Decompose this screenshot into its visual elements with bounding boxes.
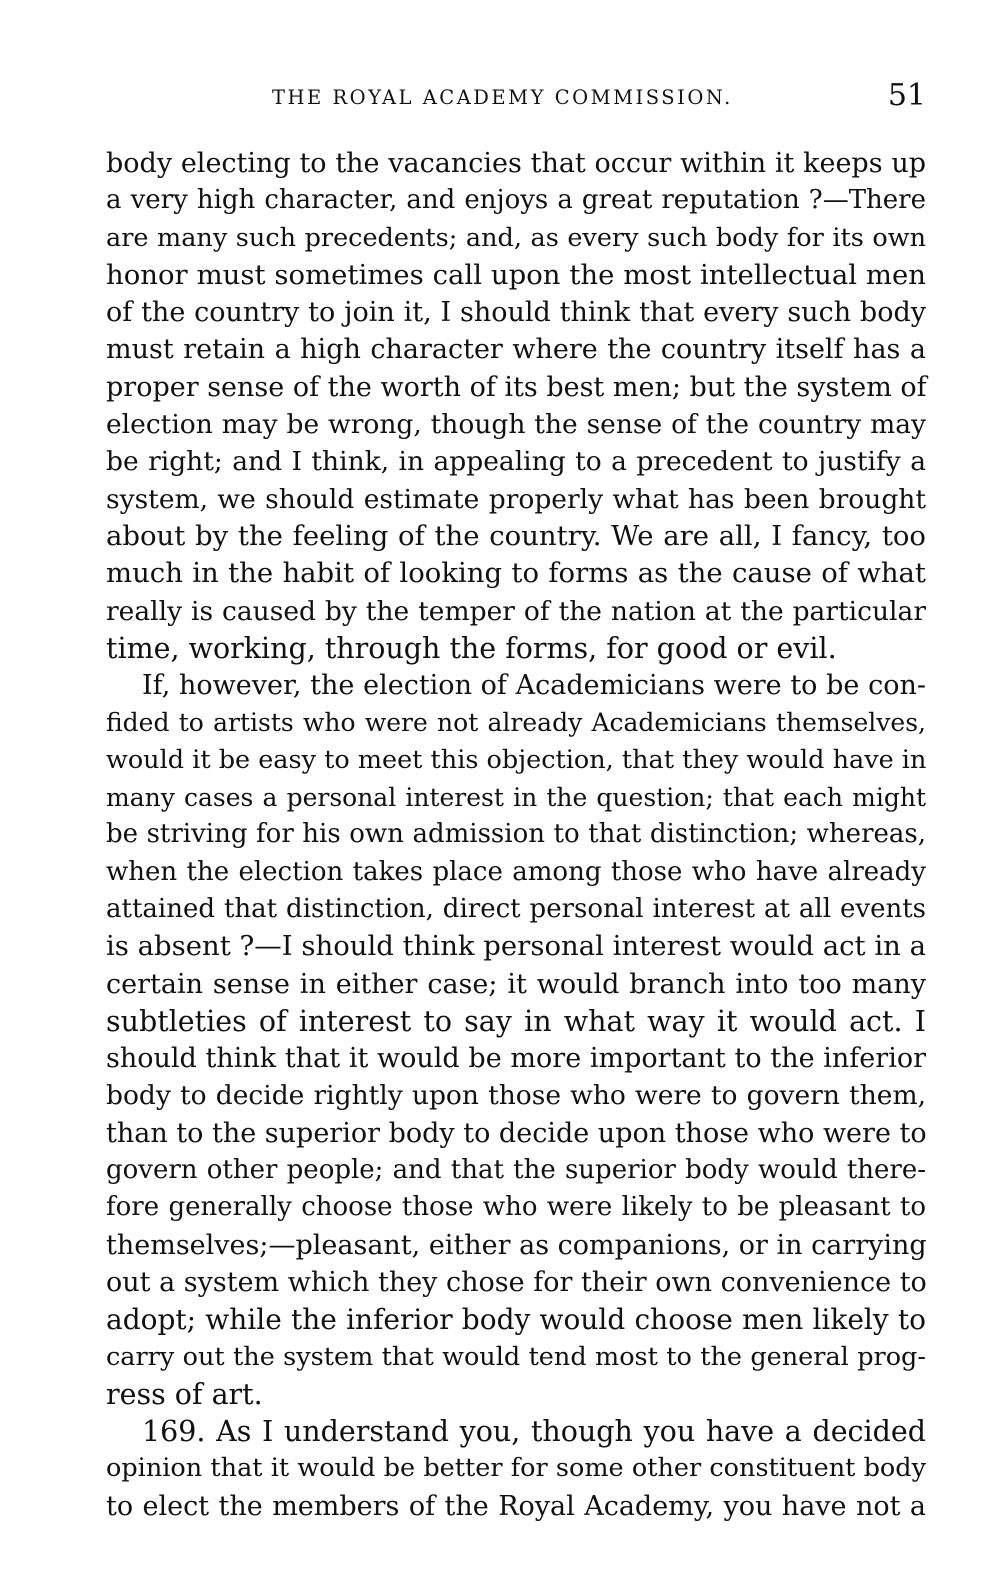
text-line: many cases a personal interest in the question; that each might (106, 783, 926, 813)
text-line: subtleties of interest to say in what way it would act. I (106, 1004, 926, 1038)
text-line: honor must sometimes call upon the most intellectual men (106, 258, 926, 291)
text-line: must retain a high character where the country itself has a (106, 334, 926, 366)
text-line: attained that distinction, direct personal interest at all events (106, 893, 926, 924)
text-line: much in the habit of looking to forms as the cause of what (106, 557, 926, 590)
text-line: should think that it would be more important to the inferior (106, 1043, 926, 1075)
running-title: THE ROYAL ACADEMY COMMISSION. (272, 86, 733, 109)
text-line: fore generally choose those who were likely to be pleasant to (106, 1192, 926, 1223)
text-line: system, we should estimate properly what has been brought (106, 483, 926, 515)
paragraph (106, 1413, 926, 1525)
body-text (106, 145, 926, 1525)
text-line: when the election takes place among those who have already (106, 856, 926, 887)
paragraph (106, 667, 926, 1413)
text-line: themselves;—pleasant, either as companions, or in carrying (106, 1229, 927, 1261)
page-number: 51 (887, 78, 926, 113)
text-line: time, working, through the forms, for good or evil. (106, 631, 837, 665)
text-line: are many such precedents; and, as every such body for its own (106, 222, 926, 253)
text-line: certain sense in either case; it would branch into too many (106, 968, 926, 1000)
text-line: be striving for his own admission to that distinction; whereas, (106, 819, 926, 850)
text-line: 169. As I understand you, though you have a decided (142, 1415, 926, 1449)
text-line: than to the superior body to decide upon those who were to (106, 1117, 927, 1149)
text-line: opinion that it would be better for some other constituent body (106, 1453, 926, 1484)
text-line: carry out the system that would tend most to the general prog- (106, 1341, 926, 1372)
text-line: out a system which they chose for their own convenience to (106, 1266, 927, 1298)
text-line: is absent ?—I should think personal interest would act in a (106, 930, 926, 963)
text-line: to elect the members of the Royal Academy, you have not a (106, 1490, 926, 1522)
paragraph (106, 145, 926, 667)
text-line: ress of art. (106, 1377, 263, 1411)
text-line: a very high character, and enjoys a great reputation ?—There (106, 185, 926, 216)
text-line: about by the feeling of the country. We are all, I fancy, too (106, 519, 926, 552)
running-head (106, 78, 926, 113)
text-line: body electing to the vacancies that occur within it keeps up (106, 148, 926, 179)
text-line: adopt; while the inferior body would choose men likely to (106, 1303, 926, 1337)
text-line: election may be wrong, though the sense of the country may (106, 409, 926, 441)
text-line: If, however, the election of Academicians were to be con- (142, 670, 926, 702)
text-line: really is caused by the temper of the nation at the particular (106, 595, 926, 627)
text-line: proper sense of the worth of its best men; but the system of (106, 371, 927, 403)
text-line: would it be easy to meet this objection, that they would have in (106, 744, 927, 775)
text-line: body to decide rightly upon those who were to govern them, (106, 1080, 926, 1112)
text-line: fided to artists who were not already Academicians themselves, (106, 708, 926, 738)
text-line: govern other people; and that the superior body would there- (106, 1155, 926, 1186)
text-line: of the country to join it, I should think that every such body (106, 297, 926, 329)
text-line: be right; and I think, in appealing to a precedent to justify a (106, 446, 926, 478)
